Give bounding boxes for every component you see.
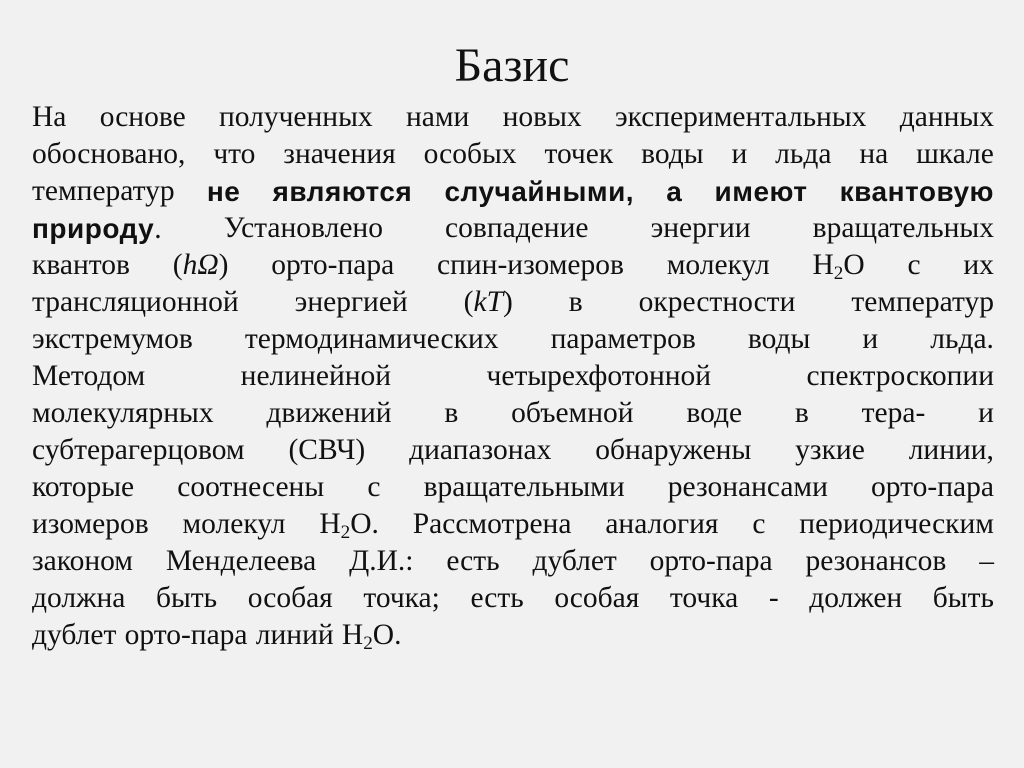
word: с	[907, 249, 921, 281]
bold-word: являются	[272, 176, 413, 207]
text-line	[32, 469, 994, 506]
word: Установлено	[223, 212, 383, 244]
word: в	[794, 397, 809, 429]
word: полученных	[218, 101, 373, 133]
word: движений	[266, 397, 392, 429]
word: резонансов	[805, 545, 947, 577]
word: особая	[554, 582, 640, 614]
word: нами	[405, 101, 470, 133]
word: квантов	[32, 249, 130, 281]
text-line	[32, 580, 994, 617]
word: орто-пара	[649, 545, 773, 577]
word: быть	[932, 582, 994, 614]
word: льда	[775, 138, 832, 170]
word: субтерагерцовом	[32, 434, 245, 466]
word: льда.	[930, 323, 994, 355]
word: тера-	[861, 397, 926, 429]
word: вращательных	[812, 212, 994, 244]
word: есть	[446, 545, 500, 577]
word: воде	[686, 397, 743, 429]
text-line	[32, 395, 994, 432]
word: совпадение	[445, 212, 589, 244]
text-line	[32, 284, 994, 321]
word: диапазонах	[409, 434, 552, 466]
word: периодическим	[799, 508, 994, 540]
word-group	[173, 247, 229, 284]
text-line	[32, 99, 994, 136]
word: шкале	[916, 138, 994, 170]
word: экспериментальных	[614, 101, 867, 133]
word: орто-пара	[124, 619, 248, 651]
word: есть	[470, 582, 524, 614]
word: молекул	[666, 249, 770, 281]
word: энергии	[650, 212, 751, 244]
word: )	[503, 286, 513, 318]
formula-h2o: $H_2O$.	[319, 508, 379, 543]
word: объемной	[511, 397, 634, 429]
word: и	[978, 397, 994, 429]
word: линий	[255, 619, 334, 651]
word: трансляционной	[32, 286, 239, 318]
formula: hΩ	[182, 249, 219, 281]
word: с	[752, 508, 766, 540]
word: окрестности	[638, 286, 796, 318]
word: Д.И.:	[349, 545, 414, 577]
word: нелинейной	[240, 360, 392, 392]
word: (СВЧ)	[288, 434, 366, 466]
word: их	[963, 249, 994, 281]
word: основе	[99, 101, 186, 133]
word: должен	[809, 582, 903, 614]
word: в	[568, 286, 583, 318]
word: на	[859, 138, 889, 170]
bold-word: а	[666, 176, 683, 207]
word: обосновано,	[32, 138, 186, 170]
word: параметров	[550, 323, 696, 355]
text-line	[32, 358, 994, 395]
word: На	[32, 101, 67, 133]
word: новых	[502, 101, 582, 133]
text-line	[32, 506, 994, 543]
word: молекул	[182, 508, 286, 540]
word: должна	[32, 582, 126, 614]
word: Рассмотрена	[412, 508, 572, 540]
word: энергией	[294, 286, 408, 318]
word: особая	[247, 582, 333, 614]
word: воды	[641, 138, 704, 170]
text-line	[32, 543, 994, 580]
word: -	[768, 582, 779, 614]
text-line	[32, 136, 994, 173]
word: спин-изомеров	[437, 249, 624, 281]
word: молекулярных	[32, 397, 214, 429]
word: с	[367, 471, 381, 503]
word: точка;	[363, 582, 440, 614]
word: резонансами	[667, 471, 828, 503]
word: Методом	[32, 360, 146, 392]
formula-h2o: $H_2O$.	[341, 619, 402, 654]
word-group	[464, 284, 513, 321]
word: спектроскопии	[806, 360, 994, 392]
word: температур	[32, 175, 175, 207]
word: воды	[747, 323, 811, 355]
word: законом	[32, 545, 133, 577]
word: экстремумов	[32, 323, 193, 355]
word: аналогия	[605, 508, 719, 540]
slide-body-text	[32, 99, 994, 654]
word: в	[444, 397, 459, 429]
word: что	[213, 138, 256, 170]
word: орто-пара	[871, 471, 994, 503]
word: значения	[283, 138, 396, 170]
word: .	[154, 213, 162, 245]
word: особых	[423, 138, 517, 170]
word: узкие	[795, 434, 865, 466]
word: соотнесены	[177, 471, 325, 503]
word: (	[172, 249, 183, 281]
word: термодинамических	[244, 323, 499, 355]
word: обнаружены	[595, 434, 752, 466]
text-line	[32, 210, 994, 247]
text-line	[32, 321, 994, 358]
formula-h2o: $H_2O$	[812, 249, 865, 284]
formula: kT	[473, 286, 503, 318]
word: –	[979, 545, 994, 577]
word: дублет	[32, 619, 117, 651]
word: и	[862, 323, 879, 355]
word: изомеров	[32, 508, 149, 540]
word: вращательными	[423, 471, 625, 503]
word: линии,	[908, 434, 994, 466]
bold-word: природу	[32, 213, 155, 244]
word: быть	[155, 582, 218, 614]
word: которые	[32, 471, 135, 503]
word: орто-пара	[271, 249, 395, 281]
word: четырехфотонной	[486, 360, 712, 392]
word: и	[731, 138, 748, 170]
word: Менделеева	[165, 545, 317, 577]
word-group	[32, 210, 162, 247]
text-line	[32, 247, 994, 284]
word: (	[463, 286, 474, 318]
word: точек	[544, 138, 614, 170]
word: данных	[899, 101, 994, 133]
text-line	[32, 617, 994, 654]
text-line	[32, 173, 994, 210]
bold-word: квантовую	[839, 176, 994, 207]
bold-word: имеют	[714, 176, 808, 207]
text-line	[32, 432, 994, 469]
word: температур	[851, 286, 994, 318]
slide-title: Базис	[454, 39, 570, 92]
word: точка	[669, 582, 739, 614]
word: дублет	[532, 545, 617, 577]
word: )	[218, 249, 229, 281]
bold-word: случайными,	[444, 176, 635, 207]
bold-word: не	[206, 176, 241, 207]
